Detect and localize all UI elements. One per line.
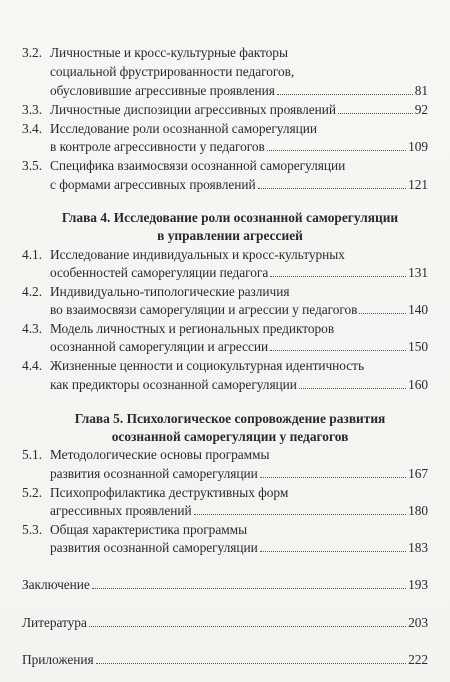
page-number: 121: [408, 177, 428, 192]
dot-leader: [260, 477, 406, 478]
page-number: 193: [408, 577, 428, 592]
page-number: 203: [408, 615, 428, 630]
entry-title-line: Заключение: [22, 577, 90, 592]
dot-leader: [96, 663, 406, 664]
dot-leader: [270, 276, 406, 277]
page-number: 81: [414, 83, 428, 98]
entry-number: 4.4.: [22, 358, 43, 373]
dot-leader: [277, 94, 413, 95]
page-number: 109: [408, 139, 428, 154]
entry-title-line: обусловившие агрессивные проявления: [50, 83, 275, 98]
toc-entry-conclusion: [22, 576, 428, 594]
toc-entry-3-2: [50, 82, 428, 100]
page-number: 140: [408, 302, 428, 317]
dot-leader: [92, 588, 406, 589]
entry-title-line: Методологические основы программы: [50, 447, 270, 462]
entry-number: 5.3.: [22, 522, 43, 537]
toc-entry-4-1: [50, 264, 428, 282]
entry-number: 3.3.: [22, 102, 43, 117]
page-number: 180: [408, 503, 428, 518]
entry-title-line: Психопрофилактика деструктивных форм: [50, 485, 289, 500]
entry-number: 4.1.: [22, 247, 43, 262]
page-number: 167: [408, 466, 428, 481]
entry-title-line: как предикторы осознанной саморегуляции: [50, 377, 297, 392]
entry-title-line: осознанной саморегуляции и агрессии: [50, 339, 269, 354]
chapter-heading: Глава 4. Исследование роли осознанной саморегуляции: [61, 210, 399, 225]
entry-title-line: Специфика взаимосвязи осознанной саморегуляции: [50, 158, 346, 173]
page-number: 92: [414, 102, 428, 117]
entry-number: 3.2.: [22, 45, 43, 60]
entry-title-line: Исследование индивидуальных и кросс-культурных: [50, 247, 345, 262]
entry-title-line: во взаимосвязи саморегуляции и агрессии у педагогов: [50, 302, 358, 317]
entry-number: 4.2.: [22, 284, 43, 299]
entry-title-line: Общая характеристика программы: [50, 522, 248, 537]
entry-number: 5.2.: [22, 485, 43, 500]
entry-title-line: с формами агрессивных проявлений: [50, 177, 256, 192]
toc-entry-5-2: [50, 502, 428, 520]
toc-entry-literature: [22, 614, 428, 632]
page-number: 222: [408, 652, 428, 667]
entry-number: 5.1.: [22, 447, 43, 462]
entry-title-line: Модель личностных и региональных предикторов: [50, 321, 335, 336]
toc-entry-4-3: [50, 338, 428, 356]
toc-entry-3-4: [50, 138, 428, 156]
page-number: 150: [408, 339, 428, 354]
entry-number: 4.3.: [22, 321, 43, 336]
toc-entry-4-2: [50, 301, 428, 319]
dot-leader: [267, 150, 406, 151]
page-number: 160: [408, 377, 428, 392]
entry-title-line: развития осознанной саморегуляции: [50, 540, 258, 555]
entry-title-line: агрессивных проявлений: [50, 503, 192, 518]
page-number: 183: [408, 540, 428, 555]
entry-title-line: Жизненные ценности и социокультурная идентичность: [50, 358, 365, 373]
toc-entry-appendix: [22, 651, 428, 669]
entry-title-line: развития осознанной саморегуляции: [50, 466, 258, 481]
entry-title-line: Индивидуально-типологические различия: [50, 284, 290, 299]
entry-number: 3.5.: [22, 158, 43, 173]
entry-title-line: в контроле агрессивности у педагогов: [50, 139, 265, 154]
toc-entry-5-1: [50, 465, 428, 483]
dot-leader: [299, 388, 406, 389]
entry-title-line: Литература: [22, 615, 87, 630]
dot-leader: [260, 551, 406, 552]
chapter-heading: Глава 5. Психологическое сопровождение развития: [74, 411, 386, 426]
dot-leader: [359, 313, 406, 314]
toc-entry-3-3: [50, 101, 428, 119]
page-number: 131: [408, 265, 428, 280]
entry-title-line: социальной фрустрированности педагогов,: [50, 64, 295, 79]
entry-title-line: Приложения: [22, 652, 94, 667]
entry-number: 3.4.: [22, 121, 43, 136]
entry-title-line: особенностей саморегуляции педагога: [50, 265, 269, 280]
toc-entry-5-3: [50, 539, 428, 557]
toc-entry-4-4: [50, 376, 428, 394]
dot-leader: [194, 514, 406, 515]
dot-leader: [89, 626, 406, 627]
dot-leader: [258, 188, 406, 189]
entry-title-line: Личностные диспозиции агрессивных проявлений: [50, 102, 337, 117]
chapter-heading: осознанной саморегуляции у педагогов: [111, 429, 349, 444]
entry-title-line: Исследование роли осознанной саморегуляции: [50, 121, 317, 136]
chapter-heading: в управлении агрессией: [157, 228, 303, 243]
entry-title-line: Личностные и кросс-культурные факторы: [50, 45, 288, 60]
dot-leader: [338, 113, 413, 114]
toc-entry-3-5: [50, 176, 428, 194]
dot-leader: [270, 350, 406, 351]
